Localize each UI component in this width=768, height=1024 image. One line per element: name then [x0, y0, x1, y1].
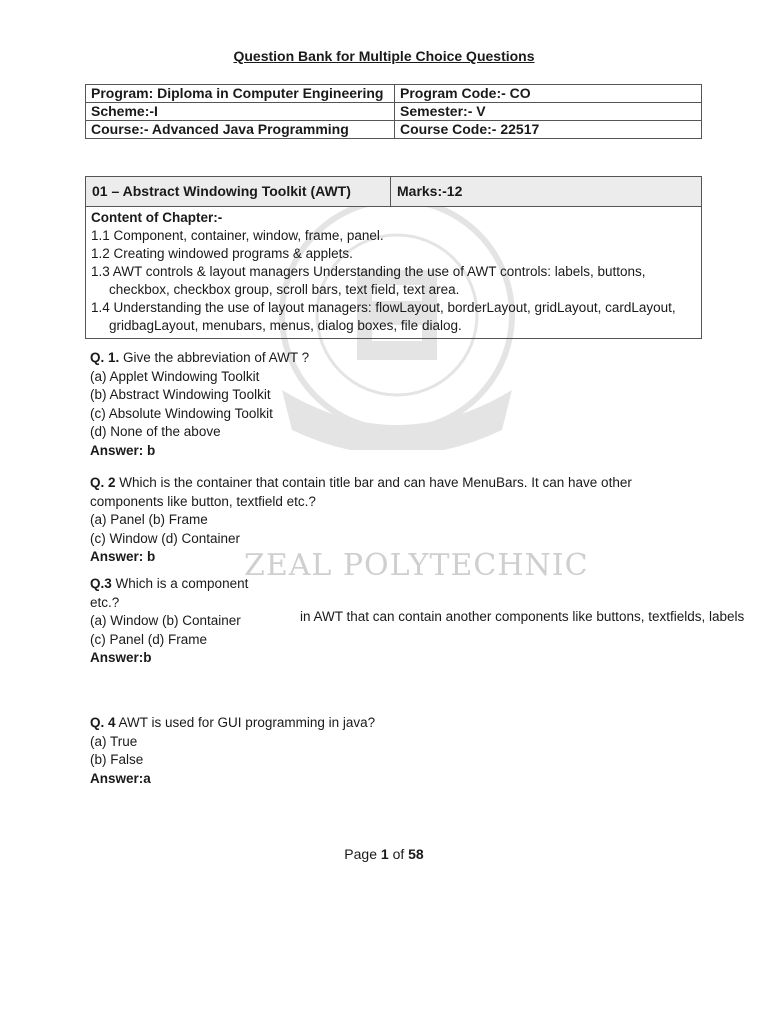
option: (a) True [90, 733, 138, 749]
course-code-cell: Course Code:- 22517 [395, 121, 702, 139]
chapter-marks: Marks:-12 [397, 183, 463, 199]
document-title: Question Bank for Multiple Choice Questions [233, 48, 535, 64]
answer: Answer: b [90, 549, 156, 564]
question-number: Q. 4 [90, 715, 116, 730]
chapter-table [85, 176, 702, 339]
program-info-table [85, 84, 702, 139]
question-text: AWT is used for GUI programming in java? [118, 715, 376, 730]
question-1 [90, 349, 309, 460]
option: (b) False [90, 752, 144, 767]
option: (c) Window (d) Container [90, 530, 241, 546]
question-text: Which is the container that contain title bar and can have MenuBars. It can have other components like button, textfield etc.? [90, 475, 632, 509]
answer: Answer:b [90, 650, 152, 665]
question-3 [90, 575, 248, 668]
content-item: 1.4 Understanding the use of layout managers: flowLayout, borderLayout, gridLayout, cardLayout, gridbagLayout, menubars, menus, dialog boxes, file dialog. [91, 300, 676, 333]
question-2 [90, 474, 670, 567]
scheme-cell: Scheme:-I [86, 103, 395, 121]
question-text-cont: etc.? [90, 594, 120, 610]
answer: Answer: b [90, 442, 156, 458]
question-number: Q. 1. [90, 350, 120, 365]
watermark-text: ZEAL POLYTECHNIC [244, 548, 589, 583]
chapter-title: 01 – Abstract Windowing Toolkit (AWT) [86, 177, 391, 206]
option: (b) Abstract Windowing Toolkit [90, 387, 271, 402]
question-number: Q. 2 [90, 475, 116, 490]
content-item: 1.3 AWT controls & layout managers Understanding the use of AWT controls: labels, buttons, checkbox, checkbox group, scroll bars, text field, text area. [91, 264, 646, 297]
option: (d) None of the above [90, 424, 221, 439]
option: (a) Panel (b) Frame [90, 512, 208, 527]
program-code-cell: Program Code:- CO [395, 85, 702, 103]
chapter-header [86, 177, 701, 207]
chapter-content [86, 207, 701, 338]
content-item: 1.1 Component, container, window, frame, panel. [91, 228, 384, 243]
answer: Answer:a [90, 770, 151, 786]
question-4 [90, 714, 375, 788]
content-item: 1.2 Creating windowed programs & applets. [91, 246, 353, 261]
question-number: Q.3 [90, 576, 112, 591]
page-number: Page 1 of 58 [344, 846, 424, 862]
option: (c) Absolute Windowing Toolkit [90, 405, 273, 421]
question-text: Give the abbreviation of AWT ? [123, 350, 310, 365]
content-label: Content of Chapter:- [91, 210, 223, 225]
option: (c) Panel (d) Frame [90, 631, 208, 647]
course-cell: Course:- Advanced Java Programming [86, 121, 395, 139]
question-text: Which is a component [115, 576, 249, 591]
option: (a) Applet Windowing Toolkit [90, 368, 260, 384]
option: (a) Window (b) Container [90, 613, 241, 628]
semester-cell: Semester:- V [395, 103, 702, 121]
question-3-side-text: in AWT that can contain another components like buttons, textfields, labels [300, 609, 745, 624]
program-cell: Program: Diploma in Computer Engineering [86, 85, 395, 103]
